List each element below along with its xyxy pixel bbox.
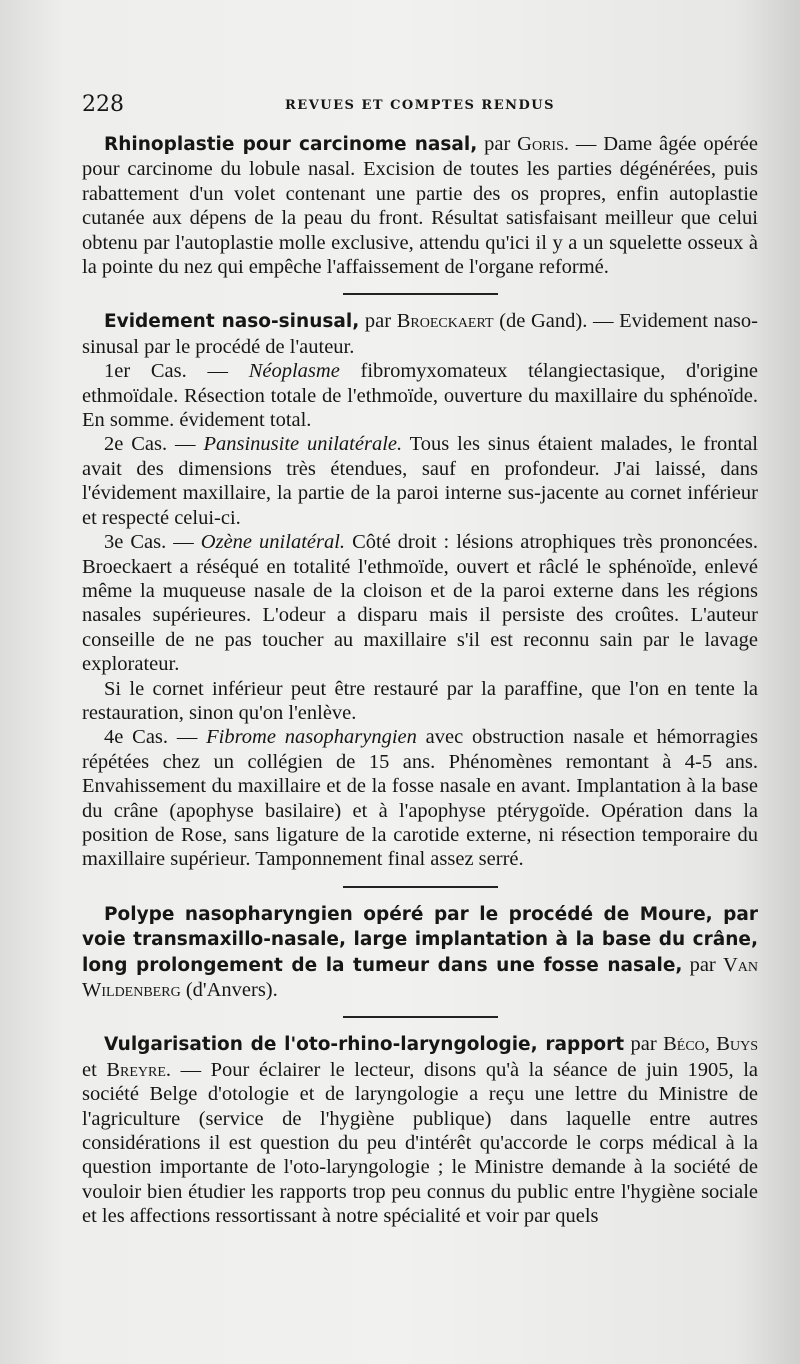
case-label: 4e Cas. —: [104, 726, 207, 749]
section-divider: [343, 293, 498, 295]
case-paragraph: [82, 359, 758, 432]
case-text: Tous les sinus étaient malades, le frontal avait des dimensions très étendues, sauf en profondeur. J'ai laissé, dans l'évidement maxillaire, la partie de la paroi interne sus-jacente au cornet inférieur et respecté celui-ci.: [82, 433, 759, 529]
article-body: (de Gand). — Evidement naso-sinusal par le procédé de l'auteur.: [82, 310, 758, 358]
et-text: et: [82, 1058, 107, 1081]
case-italic: Ozène unilatéral.: [200, 531, 346, 554]
article-author: Goris: [517, 133, 564, 155]
article-title: Vulgarisation de l'oto-rhino-laryngologie, rapport: [104, 1034, 625, 1056]
case-paragraph: [82, 725, 758, 871]
case-italic: Néoplasme: [248, 360, 340, 383]
article-title: Polype nasopharyngien opéré par le procédé de Moure, par voie transmaxillo-nasale, large implantation à la base du crâne, long prolongement de la tumeur dans une fosse nasale,: [82, 903, 758, 976]
par-text: par: [682, 953, 723, 976]
case-label: 2e Cas. —: [104, 433, 204, 456]
case-italic: Fibrome nasopharyngien: [206, 726, 417, 749]
article-authors: Béco, Buys: [663, 1033, 758, 1056]
article-title: Evidement naso-sinusal,: [104, 311, 360, 333]
case-paragraph: [82, 530, 758, 676]
par-text: par: [624, 1033, 664, 1056]
page-body: [82, 132, 758, 1229]
article-title: Rhinoplastie pour carcinome nasal,: [104, 134, 478, 155]
case-paragraph: [82, 432, 758, 530]
case-text: fibromyxomateux télangiectasique, d'origine ethmoïdale. Résection totale de l'ethmoïde, ouverture du maxillaire du sphénoïde. En somme. évidement total.: [82, 360, 758, 432]
article-author: Van Wildenberg: [82, 953, 758, 1001]
article-polype: [82, 902, 758, 1003]
article-author-last: Breyre: [106, 1058, 166, 1081]
article-rhinoplastie: [82, 132, 758, 279]
article-author: Broeckaert: [396, 310, 494, 333]
article-body: (d'Anvers).: [180, 979, 278, 1001]
par-text: par: [359, 310, 397, 333]
section-divider: [343, 1016, 498, 1018]
article-body: . — Dame âgée opérée pour carcinome du lobule nasal. Excision de toutes les parties dégénérées, puis rabattement d'un volet contenant une partie des os propres, enfin autoplastie cutanée aux dépens de la peau du front. Résultat satisfaisant meilleur que celui obtenu par l'autoplastie molle exclusive, attendu qu'ici il y a un squelette osseux à la pointe du nez qui empêche l'affaissement de l'organe reformé.: [82, 133, 758, 279]
page-number: 228: [82, 92, 124, 117]
case-label: 1er Cas. —: [104, 360, 249, 383]
case-text: avec obstruction nasale et hémorragies répétées chez un collégien de 15 ans. Phénomènes remontant à 4-5 ans. Envahissement du maxillaire et de la fosse nasale en avant. Implantation à la base du crâne (apophyse basilaire) et à l'apophyse ptérygoïde. Opération dans la position de Rose, sans ligature de la carotide externe, ni résection temporaire du maxillaire supérieur. Tamponnement final assez serré.: [82, 726, 758, 871]
remark-paragraph: Si le cornet inférieur peut être restauré par la paraffine, que l'on en tente la restauration, sinon qu'on l'enlève.: [82, 677, 758, 724]
article-body: . — Pour éclairer le lecteur, disons qu'à la séance de juin 1905, la société Belge d'otologie et de laryngologie a reçu une lettre du Ministre de l'agriculture (service de l'hygiène publique) dans laquelle entre autres considérations il est question du peu d'intérêt qu'accorde le corps médical à la question importante de l'oto-laryngologie ; le Ministre demande à la société de vouloir bien étudier les rapports trop peu connus du public entre l'hygiène sociale et les affections ressortissant à notre spécialité et voir par quels: [82, 1058, 758, 1228]
case-italic: Pansinusite unilatérale.: [203, 433, 403, 456]
article-vulgarisation: [82, 1032, 758, 1228]
running-head: REVUES ET COMPTES RENDUS: [285, 98, 555, 113]
section-divider: [343, 886, 498, 888]
par-text: par: [477, 133, 518, 155]
page-header: [82, 92, 758, 132]
article-evidement: [82, 309, 758, 359]
case-text: Côté droit : lésions atrophiques très prononcées. Broeckaert a réséqué en totalité l'ethmoïde, ouvert et râclé le sphénoïde, enlevé même la muqueuse nasale de la cloison et de la paroi externe dans les régions nasales supérieures. L'odeur a disparu mais il persiste des croûtes. L'auteur conseille de ne pas toucher au maxillaire s'il est reconnu sain par le lavage explorateur.: [82, 531, 759, 676]
case-label: 3e Cas. —: [104, 531, 201, 554]
